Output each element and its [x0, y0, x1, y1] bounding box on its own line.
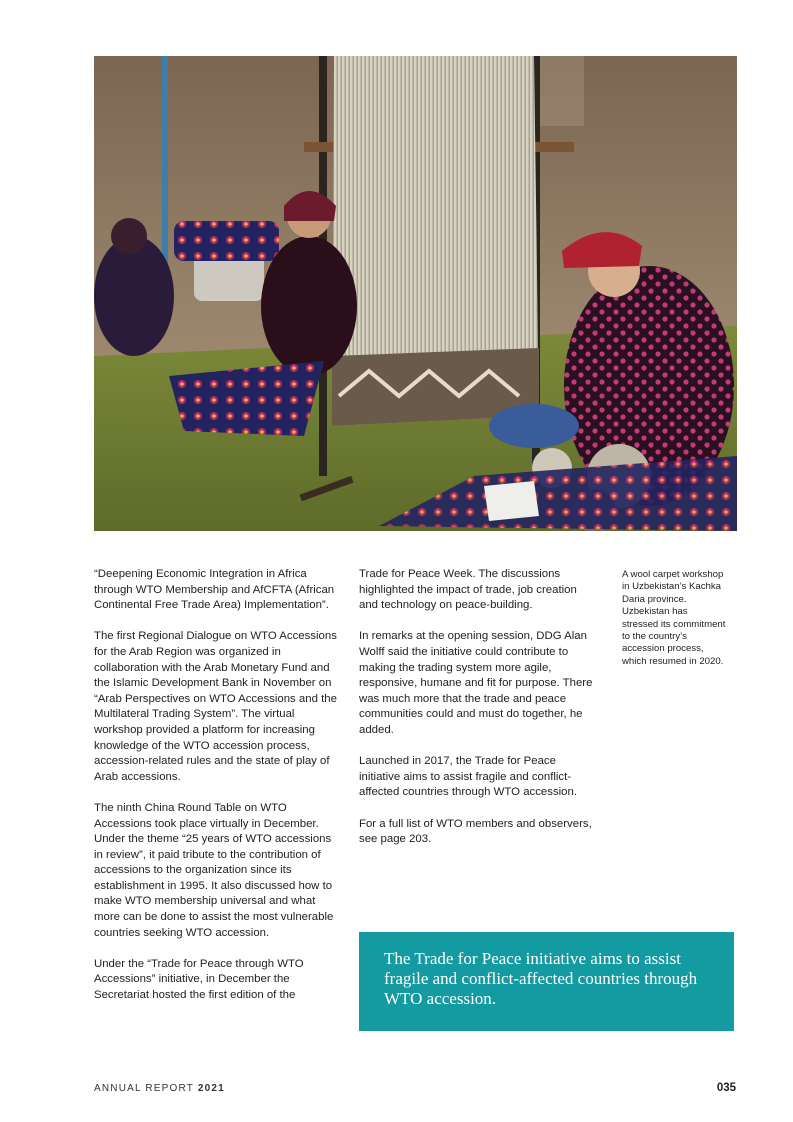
column1-paragraph: The ninth China Round Table on WTO Accessions took place virtually in December. Under the theme “25 years of WTO accessions in review”, it paid tribute to the contribution of accessions to the organization since its establishment in 1995. It also discussed how to make WTO membership universal and what more can be done to assist the most vulnerable countries seeking WTO accession.: [94, 801, 334, 939]
column2-paragraph: For a full list of WTO members and observers, see page 203.: [359, 817, 592, 846]
column1-paragraph: The first Regional Dialogue on WTO Accessions for the Arab Region was organized in collaboration with the Arab Monetary Fund and the Islamic Development Bank in November on “Arab Perspectives on WTO Accessions and the Multilateral Trading System”. The virtual workshop provided a platform for increasing knowledge of the WTO accession process, accession-related rules and the state of play of Arab accessions.: [94, 630, 337, 783]
photo-caption: A wool carpet workshop in Uzbekistan’s Kachka Daria province. Uzbekistan has stressed its commitment to the country’s accession process, which resumed in 2020.: [622, 569, 726, 667]
page-number: 035: [716, 1082, 736, 1094]
pull-quote-text: The Trade for Peace initiative aims to assist fragile and conflict-affected countries through WTO accession.: [384, 949, 698, 1008]
column2-paragraph: Trade for Peace Week. The discussions highlighted the impact of trade, job creation and technology on peace-building.: [359, 568, 577, 612]
carpet-workshop-illustration: [94, 56, 737, 531]
column1-paragraph: “Deepening Economic Integration in Africa through WTO Membership and AfCFTA (African Continental Free Trade Area) Implementation”.: [94, 568, 335, 612]
footer-report-title: [94, 1083, 225, 1094]
pull-quote-box: [359, 932, 734, 1031]
column2-paragraph: Launched in 2017, the Trade for Peace initiative aims to assist fragile and conflict-affected countries through WTO accession.: [359, 755, 578, 799]
column2-paragraph: In remarks at the opening session, DDG Alan Wolff said the initiative could contribute to making the trading system more agile, responsive, humane and fit for purpose. There was much more that the trade and peace communities could and must do together, he added.: [359, 630, 593, 736]
footer-report-label: ANNUAL REPORT: [94, 1083, 194, 1094]
text-column-1: [94, 567, 338, 1019]
column1-paragraph: Under the “Trade for Peace through WTO Accessions” initiative, in December the Secretariat hosted the first edition of the: [94, 957, 304, 1002]
text-column-2: [359, 567, 595, 863]
footer-report-year: 2021: [197, 1083, 225, 1094]
carpet-workshop-photo: [94, 56, 737, 531]
